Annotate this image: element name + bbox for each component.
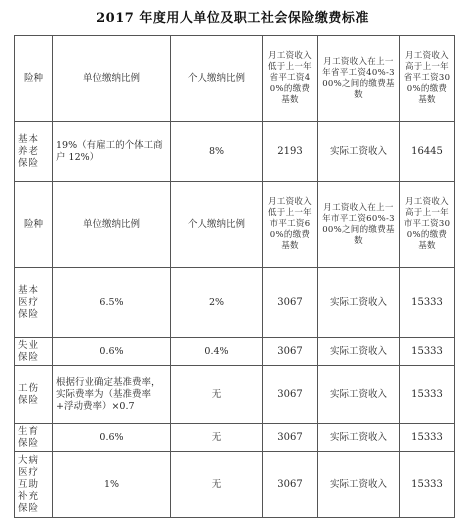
- mid-base-cell: 实际工资收入: [318, 338, 400, 366]
- mid-base-cell: 实际工资收入: [318, 366, 400, 424]
- table-header-row: [15, 182, 455, 268]
- mid-base-cell: 实际工资收入: [318, 424, 400, 452]
- insurance-name-cell: 大病医疗互助补充保险: [15, 452, 53, 518]
- unit-rate-cell: 0.6%: [53, 424, 171, 452]
- low-base-cell: 3067: [263, 268, 318, 338]
- table-header-row: [15, 36, 455, 122]
- header-high-base-cell: 月工资收入高于上一年省平工资300%的缴费基数: [400, 36, 455, 122]
- header-personal-rate-cell: 个人缴纳比例: [171, 182, 263, 268]
- insurance-name-cell: 工伤保险: [15, 366, 53, 424]
- personal-rate-cell: 2%: [171, 268, 263, 338]
- low-base-cell: 3067: [263, 366, 318, 424]
- header-type-cell: 险种: [15, 182, 53, 268]
- low-base-cell: 2193: [263, 122, 318, 182]
- insurance-name-cell: 基本医疗保险: [15, 268, 53, 338]
- mid-base-cell: 实际工资收入: [318, 122, 400, 182]
- document-title: 2017 年度用人单位及职工社会保险缴费标准: [96, 11, 369, 26]
- table-row: [15, 424, 455, 452]
- unit-rate-cell: 1%: [53, 452, 171, 518]
- unit-rate-cell: 0.6%: [53, 338, 171, 366]
- high-base-cell: 15333: [400, 268, 455, 338]
- table-row: [15, 122, 455, 182]
- personal-rate-cell: 无: [171, 424, 263, 452]
- unit-rate-cell: 根据行业确定基准费率，实际费率为（基准费率+浮动费率）×0.7: [53, 366, 171, 424]
- unit-rate-cell: 19%（有雇工的个体工商户 12%）: [53, 122, 171, 182]
- mid-base-cell: 实际工资收入: [318, 268, 400, 338]
- header-low-base-cell: 月工资收入低于上一年市平工资60%的缴费基数: [263, 182, 318, 268]
- header-low-base-cell: 月工资收入低于上一年省平工资40%的缴费基数: [263, 36, 318, 122]
- table-row: [15, 452, 455, 518]
- low-base-cell: 3067: [263, 338, 318, 366]
- high-base-cell: 15333: [400, 338, 455, 366]
- high-base-cell: 16445: [400, 122, 455, 182]
- insurance-rate-table: [14, 35, 455, 518]
- mid-base-cell: 实际工资收入: [318, 452, 400, 518]
- header-type-cell: 险种: [15, 36, 53, 122]
- personal-rate-cell: 无: [171, 452, 263, 518]
- high-base-cell: 15333: [400, 452, 455, 518]
- unit-rate-cell: 6.5%: [53, 268, 171, 338]
- insurance-name-cell: 基本养老保险: [15, 122, 53, 182]
- low-base-cell: 3067: [263, 452, 318, 518]
- insurance-name-cell: 失业保险: [15, 338, 53, 366]
- high-base-cell: 15333: [400, 424, 455, 452]
- personal-rate-cell: 8%: [171, 122, 263, 182]
- header-personal-rate-cell: 个人缴纳比例: [171, 36, 263, 122]
- table-row: [15, 366, 455, 424]
- insurance-name-cell: 生育保险: [15, 424, 53, 452]
- table-row: [15, 268, 455, 338]
- personal-rate-cell: 0.4%: [171, 338, 263, 366]
- header-mid-base-cell: 月工资收入在上一年省平工资40%-300%之间的缴费基数: [318, 36, 400, 122]
- low-base-cell: 3067: [263, 424, 318, 452]
- header-unit-rate-cell: 单位缴纳比例: [53, 36, 171, 122]
- header-high-base-cell: 月工资收入高于上一年市平工资300%的缴费基数: [400, 182, 455, 268]
- table-row: [15, 338, 455, 366]
- header-mid-base-cell: 月工资收入在上一年市平工资60%-300%之间的缴费基数: [318, 182, 400, 268]
- personal-rate-cell: 无: [171, 366, 263, 424]
- header-unit-rate-cell: 单位缴纳比例: [53, 182, 171, 268]
- high-base-cell: 15333: [400, 366, 455, 424]
